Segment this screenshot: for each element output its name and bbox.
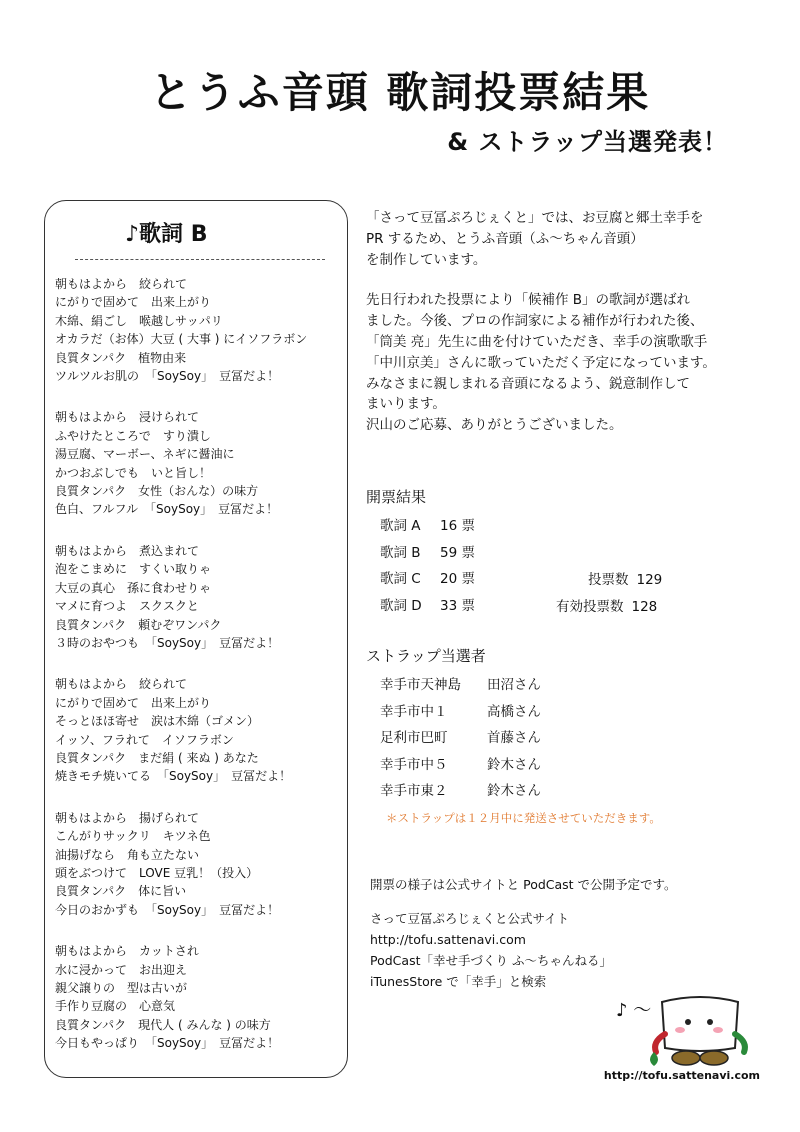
verse-line: ツルツルお肌の 「SoySoy」 豆冨だよ！ [55, 369, 280, 384]
tofu-mascot-icon [640, 990, 760, 1070]
winner-name: 首藤さん [487, 730, 541, 746]
result-votes: 59 票 [440, 544, 475, 561]
winner-location: 幸手市天神島 [380, 677, 461, 693]
lyrics-divider [75, 259, 325, 260]
para-line: 沢山のご応募、ありがとうございました。 [366, 417, 623, 434]
result-label: 歌詞 A [380, 518, 421, 534]
winner-location: 幸手市東２ [380, 783, 448, 799]
page-subtitle: & ストラップ当選発表！ [447, 128, 728, 156]
intro-paragraph [366, 208, 786, 270]
verse-line: にがりで固めて 出来上がり [55, 295, 212, 310]
verse-line: マメに育つよ スクスクと [55, 599, 199, 614]
winners-list [380, 675, 680, 808]
verse-line: 泡をこまめに すくい取りゃ [55, 562, 212, 577]
verse-line: 朝もはよから 煮込まれて [55, 543, 200, 558]
verse-line: 大豆の真心 孫に食わせりゃ [55, 580, 212, 595]
footer-url[interactable]: http://tofu.sattenavi.com [603, 1069, 760, 1082]
para-line: 先日行われた投票により「候補作 B」の歌詞が選ばれ [366, 292, 691, 309]
para-line: ました。今後、プロの作詞家による補作が行われた後、 [366, 313, 704, 330]
intro-paragraph [366, 290, 786, 436]
winner-name: 鈴木さん [487, 783, 541, 799]
intro-text [366, 208, 786, 456]
verse-line: 親父譲りの 型は古いが [55, 981, 188, 995]
verse-line: ３時のおやつも 「SoySoy」 豆冨だよ！ [55, 635, 280, 650]
verse [55, 942, 345, 1052]
para-line: を制作しています。 [366, 251, 487, 268]
verse-line: 今日のおかずも 「SoySoy」 豆冨だよ！ [55, 902, 280, 917]
verse-line: 良質タンパク 体に旨い [55, 884, 187, 899]
verse-line: 木綿、絹ごし 喉越しサッパリ [55, 313, 223, 328]
verse-line: 良質タンパク 女性（おんな）の味方 [55, 484, 259, 499]
verse-line: 今日もやっぱり 「SoySoy」 豆冨だよ！ [55, 1036, 280, 1051]
para-line: PR するため、とうふ音頭（ふ〜ちゃん音頭） [366, 230, 644, 247]
info-line: iTunesStore で「幸手」と検索 [370, 974, 547, 989]
lyrics-box [44, 200, 348, 1078]
result-row [380, 543, 680, 570]
valid-votes-value: 128 [631, 599, 658, 615]
total-votes-value: 129 [636, 572, 663, 588]
verse-line: かつおぶしでも いと旨し！ [55, 465, 212, 480]
para-line: 「中川京美」さんに歌っていただく予定になっています。 [366, 354, 716, 371]
winners-heading: ストラップ当選者 [366, 647, 486, 665]
verse [55, 408, 345, 518]
verse-line: にがりで固めて 出来上がり [55, 695, 212, 710]
para-line: 「さって豆冨ぷろじぇくと」では、お豆腐と郷土幸手を [366, 210, 704, 226]
verse-line: オカラだ（お体）大豆 ( 大事 ) にイソフラボン [55, 332, 308, 347]
verse-line: 水に浸かって お出迎え [55, 962, 188, 977]
para-line: みなさまに親しまれる音頭になるよう、鋭意制作して [366, 375, 690, 392]
verse-line: ふやけたところで すり潰し [55, 428, 211, 443]
total-votes [588, 568, 662, 588]
shipping-note: ＊ストラップは１２月中に発送させていただきます。 [386, 811, 661, 825]
lyrics-verses [55, 275, 345, 1076]
verse-line: 焼きモチ焼いてる 「SoySoy」 豆冨だよ！ [55, 769, 292, 784]
verse-line: イッソ、フラれて イソフラボン [55, 732, 234, 747]
total-votes-label: 投票数 [588, 572, 629, 588]
verse-line: こんがりサックリ キツネ色 [55, 829, 211, 844]
winner-row [380, 675, 680, 702]
site-url-link[interactable]: http://tofu.sattenavi.com [370, 932, 526, 947]
para-line: まいります。 [366, 396, 446, 413]
winner-name: 鈴木さん [487, 756, 541, 773]
winner-location: 足利市巴町 [380, 730, 448, 746]
verse [55, 542, 345, 652]
winner-name: 高橋さん [487, 703, 541, 720]
results-heading: 開票結果 [366, 488, 427, 506]
verse-line: 朝もはよから 絞られて [55, 677, 188, 692]
verse-line: 良質タンパク 植物由来 [55, 350, 187, 365]
valid-votes-label: 有効投票数 [556, 599, 624, 615]
verse [55, 275, 345, 385]
verse-line: 油揚げなら 角も立たない [55, 847, 200, 862]
verse-line: そっとほほ寄せ 涙は木綿（ゴメン） [55, 714, 260, 729]
verse-line: 手作り豆腐の 心意気 [55, 999, 176, 1014]
result-votes: 33 票 [440, 597, 475, 614]
info-line: 開票の様子は公式サイトと PodCast で公開予定です。 [370, 877, 677, 892]
winner-row [380, 728, 680, 755]
lyrics-heading: ♪歌詞 B [125, 222, 208, 247]
winner-name: 田沼さん [487, 677, 541, 693]
verse-line: 朝もはよから カットされ [55, 944, 199, 959]
verse-line: 良質タンパク まだ絹 ( 来ぬ ) あなた [55, 750, 259, 765]
result-row [380, 516, 680, 543]
info-line: さって豆冨ぷろじぇくと公式サイト [370, 911, 570, 926]
para-line: 「筒美 亮」先生に曲を付けていただき、幸手の演歌歌手 [366, 333, 708, 350]
music-note-icon: ♪ ～ [616, 1000, 652, 1021]
info-gap [370, 895, 790, 908]
verse [55, 675, 345, 785]
result-label: 歌詞 C [380, 571, 421, 587]
valid-votes [556, 595, 657, 615]
verse-line: 頭をぶつけて LOVE 豆乳！（投入） [55, 865, 259, 880]
footer-info [370, 874, 790, 992]
verse [55, 809, 345, 919]
verse-line: 良質タンパク 頼むぞワンパク [55, 617, 222, 632]
result-label: 歌詞 B [380, 544, 421, 561]
verse-line: 朝もはよから 絞られて [55, 277, 188, 291]
winner-row [380, 755, 680, 782]
verse-line: 良質タンパク 現代人 ( みんな ) の味方 [55, 1017, 271, 1032]
winner-row [380, 702, 680, 729]
winner-location: 幸手市中１ [380, 703, 448, 720]
winner-location: 幸手市中５ [380, 756, 448, 773]
verse-line: 朝もはよから 浸けられて [55, 410, 200, 425]
verse-line: 朝もはよから 揚げられて [55, 810, 200, 825]
result-votes: 16 票 [440, 518, 475, 534]
result-label: 歌詞 D [380, 597, 422, 614]
result-votes: 20 票 [440, 571, 475, 587]
verse-line: 色白、フルフル 「SoySoy」 豆冨だよ！ [55, 502, 279, 517]
winner-row [380, 781, 680, 808]
info-line: PodCast「幸せ手づくり ふ〜ちゃんねる」 [370, 953, 612, 968]
page-title: とうふ音頭 歌詞投票結果 [149, 68, 651, 117]
verse-line: 湯豆腐、マーボー、ネギに醤油に [55, 447, 235, 462]
